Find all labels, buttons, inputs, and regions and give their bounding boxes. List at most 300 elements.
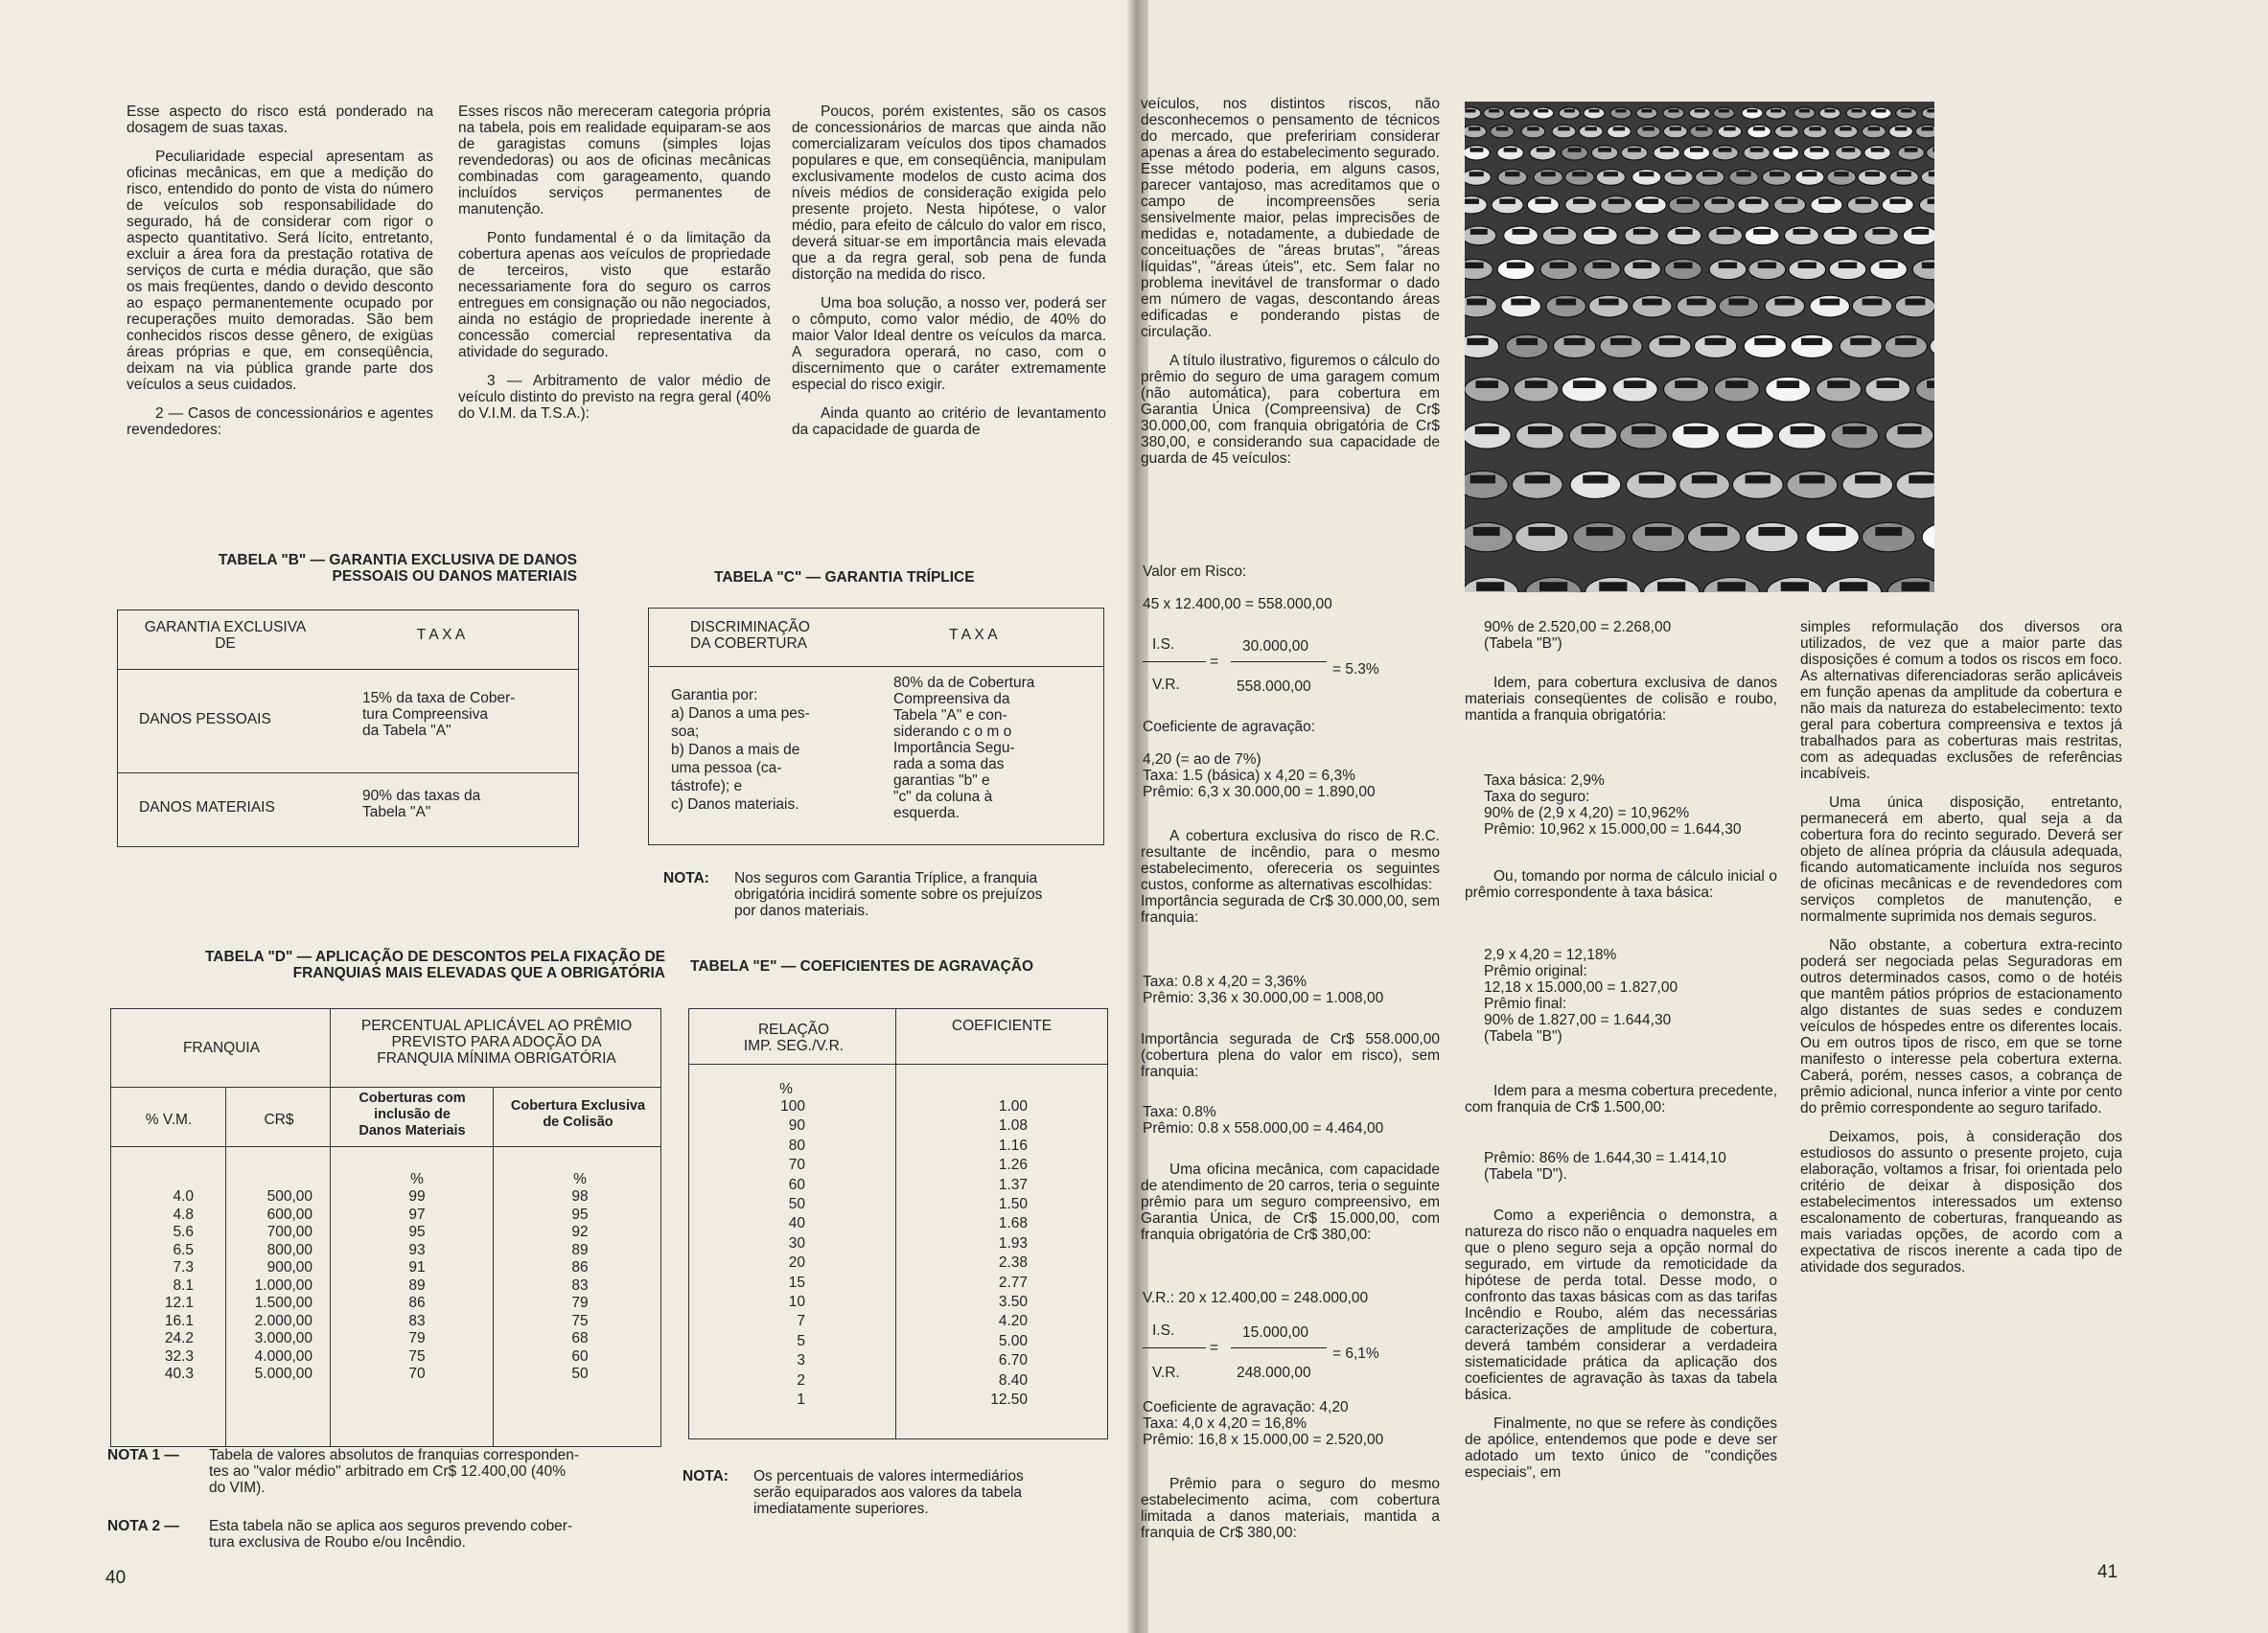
frac2-num: 15.000,00 [1242,1324,1308,1341]
car-windshield [1779,148,1793,152]
tabela-d-cell-crs: 1.000,00 [254,1276,312,1294]
car-windshield [1875,527,1902,536]
car-windshield [1718,582,1746,591]
paragraph: Esse aspecto do risco está ponderado na dosagem de suas taxas. [127,104,433,136]
car-windshield [1670,126,1681,130]
paragraph: Ponto fundamental é o da limitação da cobertura apenas aos veículos de propriedade de terceiros, visto que estarão necessariamente fora do seguro os carros entregues em consignação ou não negociados, ainda no estágio de propriedade inerente à concessão comercial representativa da atividade do segurado. [458,230,771,360]
tabela-d-cell-danos: 83 [408,1312,426,1329]
fraction-bar [1231,1347,1327,1348]
page-number-right: 41 [2097,1562,2118,1582]
table-rule [110,1146,661,1147]
car-windshield [1528,527,1555,536]
car-windshield [1470,172,1484,176]
tabela-b-head-left: GARANTIA EXCLUSIVA DE [144,619,307,652]
tabela-e-cell-coeficiente: 1.16 [998,1137,1028,1154]
car-shape [1534,170,1562,186]
car-windshield [1746,198,1762,203]
car-shape [1729,170,1758,186]
fraction-bar [1231,661,1327,662]
car-windshield [1728,299,1748,306]
tabela-d-cell-danos: 86 [408,1295,426,1311]
paragraph: Ou, tomando por norma de cálculo inicial o prêmio correspondente à taxa básica: [1465,868,1777,901]
tabela-e-cell-coeficiente: 12.50 [990,1392,1028,1408]
calc-plena: Taxa: 0.8% Prêmio: 0.8 x 558.000,00 = 4.464,00 [1143,1104,1384,1137]
car-windshield [1639,172,1654,176]
car-windshield [1695,109,1705,113]
tabela-c-head-right: T A X A [949,627,998,643]
car-windshield [1889,198,1906,203]
car-windshield [1613,126,1625,130]
car-windshield [1628,148,1641,152]
tabela-d-cell-danos: 75 [408,1347,426,1365]
car-windshield [1657,582,1685,591]
car-windshield [1558,126,1569,130]
car-shape [1885,334,1927,357]
car-windshield [1642,198,1658,203]
car-windshield [1582,426,1606,434]
tabela-d-cell-danos: 91 [408,1259,426,1276]
car-windshield [1840,582,1867,591]
car-windshield [1929,172,1934,176]
calc-franquia: Prêmio: 86% de 1.644,30 = 1.414,10 (Tabela "D"). [1484,1150,1726,1183]
car-windshield [1516,338,1538,345]
car-windshield [1702,172,1717,176]
car-windshield [1856,198,1872,203]
car-windshield [1470,475,1495,484]
table-rule [225,1087,226,1447]
car-windshield [1851,109,1862,113]
car-windshield [1793,229,1810,235]
car-windshield [1674,263,1692,268]
table-rule [895,1008,896,1439]
tabela-e-cell-relacao: 30 [788,1234,805,1252]
car-windshield [1927,380,1934,388]
car-windshield [1467,338,1488,345]
tabela-d-title: TABELA "D" — APLICAÇÃO DE DESCONTOS PELA FIXAÇÃO DE FRANQUIAS MAIS ELEVADAS QUE A OBRIGATÓRIA [204,949,665,981]
tabela-d-cell-colisao: 68 [571,1330,589,1346]
tabela-d-head-franquia: FRANQUIA [182,1040,261,1056]
car-shape [1889,170,1918,186]
tabela-d-cell-crs: 600,00 [266,1206,312,1223]
car-windshield [1568,148,1582,152]
car-windshield [1871,148,1885,152]
tabela-d-cell-vm: 12.1 [164,1295,194,1311]
tabela-d-cell-danos: 95 [408,1224,426,1240]
right-column-2c [1465,1083,1777,1128]
right-column-1d [1141,1162,1440,1255]
tabela-c-body-left: Garantia por: a) Danos a uma pes- soa; b) Danos a mais de uma pessoa (ca- tástrofe); e c) Danos materiais. [671,687,810,813]
car-windshield [1475,426,1499,434]
car-windshield [1541,172,1556,176]
car-shape [1498,170,1527,186]
left-column-2 [458,104,771,434]
calc-agravacao: Coeficiente de agravação: 4,20 (= ao de 7%) Taxa: 1.5 (básica) x 4,20 = 6,3% Prêmio: 6,3 x 30.000,00 = 1.890,00 [1143,719,1376,800]
car-windshield [1473,527,1500,536]
left-column-3 [792,104,1106,450]
car-windshield [1583,475,1608,484]
tabela-d-nota2-text: Esta tabela não se aplica aos seguros prevendo cober- tura exclusiva de Roubo e/ou Incêndio. [209,1518,573,1551]
car-shape [1840,334,1882,357]
car-shape [1687,522,1741,552]
car-windshield [1489,109,1499,113]
tabela-d-cell-vm: 6.5 [173,1241,194,1258]
car-windshield [1475,380,1498,388]
tabela-d-pct-danos: % [410,1171,424,1187]
car-windshield [1802,172,1817,176]
table-rule [117,772,579,773]
tabela-e-cell-relacao: 10 [788,1294,805,1310]
calc-oficina-premio: Coeficiente de agravação: 4,20 Taxa: 4,0 x 4,20 = 16,8% Prêmio: 16,8 x 15.000,00 = 2.520,00 [1143,1399,1384,1448]
car-windshield [1599,582,1627,591]
tabela-e-cell-relacao: 60 [788,1176,805,1193]
car-windshield [1701,527,1727,536]
car-windshield [1746,475,1770,484]
tabela-e-cell-coeficiente: 1.00 [998,1098,1028,1115]
car-windshield [1865,172,1880,176]
left-column-1 [127,104,433,450]
car-shape [1506,334,1548,357]
car-shape [1791,334,1833,357]
car-windshield [1753,229,1770,235]
tabela-d-cell-crs: 800,00 [266,1241,312,1258]
frac1-num: 30.000,00 [1242,638,1308,655]
tabela-d-cell-vm: 24.2 [164,1330,194,1346]
car-windshield [1921,126,1932,130]
car-windshield [1608,198,1625,203]
frac2-den: 248.000,00 [1237,1365,1311,1381]
car-windshield [1747,109,1757,113]
car-windshield [1725,380,1748,388]
car-windshield [1932,148,1934,152]
right-column-1b [1141,828,1440,938]
car-windshield [1499,198,1516,203]
car-windshield [1712,198,1728,203]
car-windshield [1781,582,1809,591]
car-windshield [1511,299,1531,306]
frac2-result: = 6,1% [1332,1346,1379,1362]
table-rule [688,1064,1108,1065]
car-windshield [1551,229,1568,235]
car-windshield [1573,380,1596,388]
car-windshield [1909,475,1933,484]
car-shape [1664,170,1693,186]
car-windshield [1824,109,1835,113]
calc-vr-oficina: V.R.: 20 x 12.400,00 = 248.000,00 [1143,1290,1369,1306]
car-windshield [1809,126,1820,130]
table-rule [117,669,579,670]
car-windshield [1798,263,1817,268]
car-windshield [1782,198,1798,203]
car-windshield [1633,229,1651,235]
car-shape [1596,170,1625,186]
car-windshield [1750,148,1764,152]
car-windshield [1799,109,1810,113]
car-windshield [1660,148,1674,152]
tabela-c-body-right: 80% da de Cobertura Compreensiva da Tabela "A" e con- siderando c o m o Importância Segu- rada a soma das garantias "b" e "c" da coluna à esquerda. [893,675,1035,821]
car-shape [1806,522,1860,552]
car-windshield [1515,109,1525,113]
tabela-e-cell-coeficiente: 1.93 [998,1234,1028,1252]
tabela-e-cell-coeficiente: 1.37 [998,1176,1028,1193]
tabela-e-cell-relacao: 15 [788,1274,805,1291]
car-windshield [1539,582,1567,591]
car-windshield [1753,126,1765,130]
frac1-eq: = [1210,654,1219,670]
car-windshield [1906,299,1926,306]
parking-lot-photo [1465,102,1934,592]
tabela-d-cell-colisao: 83 [571,1276,589,1294]
tabela-b-row1-left: DANOS PESSOAIS [139,711,271,727]
tabela-e-cell-coeficiente: 3.50 [998,1294,1028,1310]
tabela-e-cell-coeficiente: 1.50 [998,1196,1028,1212]
car-shape [1553,334,1595,357]
car-shape [1762,170,1791,186]
car-windshield [1895,126,1907,130]
car-windshield [1470,229,1488,235]
table-rule [493,1087,494,1447]
car-windshield [1639,475,1664,484]
frac1-den: 558.000,00 [1237,678,1311,695]
paragraph: Idem, para cobertura exclusiva de danos materiais conseqüentes de colisão e roubo, mantida a franquia obrigatória: [1465,675,1777,724]
car-windshield [1877,380,1900,388]
car-windshield [1467,299,1487,306]
tabela-e-cell-relacao: 3 [797,1352,805,1369]
tabela-d-cell-vm: 7.3 [173,1259,194,1276]
car-windshield [1659,338,1680,345]
car-windshield [1641,109,1652,113]
car-windshield [1496,126,1508,130]
car-windshield [1536,198,1552,203]
car-windshield [1642,126,1654,130]
tabela-d-cell-danos: 97 [408,1206,426,1223]
tabela-d-cell-danos: 89 [408,1276,426,1294]
car-shape [1858,170,1886,186]
car-windshield [1839,263,1857,268]
car-windshield [1705,338,1726,345]
car-windshield [1801,338,1822,345]
car-windshield [1770,109,1781,113]
car-windshield [1588,109,1599,113]
tabela-c-title: TABELA "C" — GARANTIA TRÍPLICE [714,569,975,586]
car-shape [1695,170,1724,186]
tabela-e-cell-relacao: 7 [797,1313,805,1330]
car-windshield [1632,426,1655,434]
car-windshield [1676,229,1693,235]
right-column-2a [1465,675,1777,736]
tabela-b-row2-left: DANOS MATERIAIS [139,799,275,816]
tabela-d-sub-crs: CR$ [264,1112,294,1128]
car-windshield [1687,299,1707,306]
tabela-e-cell-relacao: 40 [788,1215,805,1232]
paragraph: A título ilustrativo, figuremos o cálculo do prêmio do seguro de uma garagem comum (não automática), para cobertura em Garantia Única (Compreensiva) de Cr$ 30.000,00, com franquia obrigatória de Cr$ 380,00, e considerando sua capacidade de guarda de 45 veículos: [1141,353,1440,467]
car-windshield [1507,263,1525,268]
car-windshield [1895,338,1916,345]
paragraph: Não obstante, a cobertura extra-recinto poderá ser negociada pelas Seguradoras em outros determinados casos, como o de hotéis que mantêm pátios próprios de estacionamento algo distantes de suas sedes e conduzem veículos de hóspedes entre os diferentes locais. Ou em outros tipos de risco, em que se torne manifesto o interesse pela cobertura externa. Caberá, porém, nesses casos, a cobrança de prêmio adicional, nunca inferior a vinte por cento do prêmio correspondente ao seguro tarifado. [1800,937,2122,1116]
car-windshield [1774,299,1794,306]
car-windshield [1469,126,1480,130]
car-shape [1565,170,1594,186]
tabela-d-cell-colisao: 98 [571,1188,589,1205]
frac2-is: I.S. [1152,1322,1175,1339]
car-windshield [1624,380,1647,388]
calc-taxa-basica: Taxa básica: 2,9% Taxa do seguro: 90% de (2,9 x 4,20) = 10,962% Prêmio: 10,962 x 15.000,00 = 1.644,30 [1484,772,1742,838]
fraction-bar [1143,661,1206,662]
tabela-d-cell-danos: 99 [408,1188,426,1205]
car-windshield [1591,229,1608,235]
car-shape [1465,334,1499,357]
tabela-e-cell-relacao: 5 [797,1332,805,1349]
tabela-d-cell-vm: 4.8 [173,1206,194,1223]
car-windshield [1902,582,1930,591]
tabela-d-head-percentual: PERCENTUAL APLICÁVEL AO PRÊMIO PREVISTO PARA ADOÇÃO DA FRANQUIA MÍNIMA OBRIGATÓRIA [360,1018,633,1067]
tabela-d-cell-danos: 70 [408,1366,426,1382]
paragraph: Uma boa solução, a nosso ver, poderá ser o cômputo, como valor médio, de 40% do maior Valor Ideal dentre os veículos da marca. A seguradora operará, no caso, com o discernimento que o caráter extremamente especial do risco exigir. [792,295,1106,393]
car-windshield [1834,172,1848,176]
car-windshield [1897,172,1911,176]
car-windshield [1563,338,1585,345]
table-rule [330,1008,331,1447]
tabela-e-cell-coeficiente: 1.08 [998,1117,1028,1135]
frac2-eq: = [1210,1340,1219,1356]
table-rule [110,1087,661,1088]
car-windshield [1855,475,1880,484]
car-shape [1632,170,1661,186]
tabela-d-cell-crs: 3.000,00 [254,1330,312,1346]
paragraph: Idem para a mesma cobertura precedente, com franquia de Cr$ 1.500,00: [1465,1083,1777,1116]
tabela-d-nota2-label: NOTA 2 — [107,1518,179,1534]
car-shape [1862,522,1915,552]
tabela-d-cell-colisao: 75 [571,1312,589,1329]
car-windshield [1585,126,1597,130]
paragraph: simples reformulação dos diversos ora utilizados, de vez que a maior parte das disposições é comum a todos os riscos em foco. As alternativas diferenciadoras serão aplicáveis em função apenas da amplitude da cobertura e não mais da natureza do estabelecimento: texto geral para cobertura compreensiva e textos já trabalhados para as coberturas mais restritas, com as adequadas exclusões de referências incabíveis. [1800,619,2122,782]
car-windshield [1736,172,1750,176]
tabela-c-nota-text: Nos seguros com Garantia Tríplice, a franquia obrigatória incidirá somente sobre os prejuízos por danos materiais. [734,870,1043,919]
car-windshield [1505,172,1519,176]
car-windshield [1873,229,1890,235]
tabela-d-cell-vm: 16.1 [164,1312,194,1329]
calc-valor-risco: Valor em Risco: 45 x 12.400,00 = 558.000,00 [1143,564,1332,612]
car-windshield [1632,263,1651,268]
car-windshield [1470,148,1483,152]
tabela-e-cell-coeficiente: 2.77 [998,1274,1028,1291]
tabela-e-cell-relacao: 70 [788,1157,805,1174]
tabela-d-cell-danos: 93 [408,1241,426,1258]
car-shape [1746,522,1799,552]
car-windshield [1776,380,1799,388]
tabela-e-cell-coeficiente: 2.38 [998,1254,1028,1272]
tabela-d-cell-vm: 4.0 [173,1188,194,1205]
paragraph: Prêmio para o seguro do mesmo estabelecimento acima, com cobertura limitada a danos materiais, mantida a franquia de Cr$ 380,00: [1141,1476,1440,1541]
car-windshield [1850,338,1871,345]
tabela-e-cell-coeficiente: 8.40 [998,1371,1028,1389]
tabela-d-cell-crs: 500,00 [266,1188,312,1205]
car-windshield [1781,126,1793,130]
car-windshield [1527,126,1539,130]
car-windshield [1550,263,1568,268]
tabela-d-cell-crs: 1.500,00 [254,1295,312,1311]
car-windshield [1592,263,1610,268]
car-windshield [1842,426,1866,434]
car-windshield [1610,338,1632,345]
car-shape [1600,334,1642,357]
tabela-d-cell-colisao: 60 [571,1347,589,1365]
right-column-2d [1465,1208,1777,1493]
tabela-e-cell-relacao: 20 [788,1254,805,1272]
tabela-d-cell-vm: 8.1 [173,1276,194,1294]
car-windshield [1642,299,1662,306]
car-windshield [1724,126,1735,130]
tabela-e-cell-coeficiente: 5.00 [998,1332,1028,1349]
tabela-b-row1-right: 15% da taxa de Cober- tura Compreensiva da Tabela "A" [362,690,516,739]
car-windshield [1928,198,1934,203]
car-windshield [1675,380,1698,388]
tabela-b-row2-right: 90% das taxas da Tabela "A" [362,788,481,820]
tabela-e-cell-relacao: 80 [788,1137,805,1154]
car-windshield [1758,527,1785,536]
car-windshield [1513,229,1530,235]
tabela-d-sub-colisao: Cobertura Exclusiva de Colisão [510,1098,646,1130]
tabela-b-head-right: T A X A [416,627,466,643]
tabela-e-cell-relacao: 90 [788,1117,805,1135]
tabela-e-pct: % [779,1081,793,1097]
car-windshield [1683,426,1707,434]
car-windshield [1599,299,1619,306]
tabela-e-cell-relacao: 1 [797,1392,805,1408]
tabela-e-head-right: COEFICIENTE [951,1018,1053,1034]
car-windshield [1476,582,1504,591]
tabela-d-cell-colisao: 95 [571,1206,589,1223]
tabela-e-cell-coeficiente: 1.68 [998,1215,1028,1232]
car-windshield [1879,263,1897,268]
car-windshield [1465,198,1479,203]
calc-premio-original: 2,9 x 4,20 = 12,18% Prêmio original: 12,18 x 15.000,00 = 1.827,00 Prêmio final: 90% de 1.827,00 = 1.644,30 (Tabela "B") [1484,947,1678,1045]
paragraph: Poucos, porém existentes, são os casos de concessionários de marcas que ainda não comercializaram veículos dos tipos chamados populares e que, em conseqüência, manipulam exclusivamente modelos de custo acima dos níveis médios de consideração exigida pelo presente projeto. Nesta hipótese, o valor médio, para efeito de cálculo do valor em risco, deverá situar-se em importância mais elevada que a da regra geral, sob pena de funda distorção na medida do risco. [792,104,1106,283]
car-windshield [1819,527,1846,536]
car-windshield [1537,148,1550,152]
car-windshield [1810,148,1823,152]
car-windshield [1791,426,1815,434]
tabela-d-cell-colisao: 86 [571,1259,589,1276]
car-windshield [1465,263,1483,268]
car-windshield [1819,299,1840,306]
paragraph: Como a experiência o demonstra, a natureza do risco não o enquadra naqueles em que o pleno seguro seja a opção normal do segurado, em virtude da remoticidade da hipótese de perda total. Desse modo, o confronto das taxas básicas com as das tarifas Incêndio e Roubo, além das necessárias caracterizações de amplitude de cobertura, deverá também considerar a verdadeira sistematicidade prática da aplicação dos coeficientes de agravação às taxas da tabela básica. [1465,1208,1777,1403]
car-windshield [1696,126,1707,130]
tabela-d-cell-crs: 5.000,00 [254,1366,312,1382]
paragraph: Uma oficina mecânica, com capacidade de atendimento de 20 carros, teria o seguinte prêmio para um seguro compreensivo, em Garantia Única, de Cr$ 15.000,00, com franquia obrigatória de Cr$ 380,00: [1141,1162,1440,1243]
car-windshield [1799,475,1824,484]
car-windshield [1876,109,1886,113]
car-shape [1465,170,1491,186]
tabela-d-cell-vm: 32.3 [164,1347,194,1365]
tabela-b-title: TABELA "B" — GARANTIA EXCLUSIVA DE DANOS PESSOAIS OU DANOS MATERIAIS [218,552,577,585]
tabela-d-cell-vm: 5.6 [173,1224,194,1240]
paragraph: Finalmente, no que se refere às condições de apólice, entendemos que pode e deve ser adotado um texto único de "condições especiais", em [1465,1415,1777,1481]
car-windshield [1719,109,1729,113]
car-windshield [1668,109,1678,113]
paragraph: Importância segurada de Cr$ 558.000,00 (cobertura plena do valor em risco), sem franquia: [1141,1031,1440,1080]
car-windshield [1671,172,1685,176]
car-windshield [1840,126,1851,130]
car-windshield [1504,148,1517,152]
car-windshield [1827,380,1850,388]
tabela-d-sub-danos: Coberturas com inclusão de Danos Materiais [359,1091,466,1138]
frac2-vr: V.R. [1152,1365,1180,1381]
tabela-e-cell-coeficiente: 6.70 [998,1352,1028,1369]
right-column-2b [1465,868,1777,913]
car-windshield [1719,263,1737,268]
paragraph: Esses riscos não mereceram categoria própria na tabela, pois em realidade equiparam-se aos de garagistas comuns (simples lojas revendedoras) ou aos de oficinas mecânicas combinadas com garageamento, quando incluídos serviços permanentes de manutenção. [458,104,771,218]
car-windshield [1598,148,1611,152]
